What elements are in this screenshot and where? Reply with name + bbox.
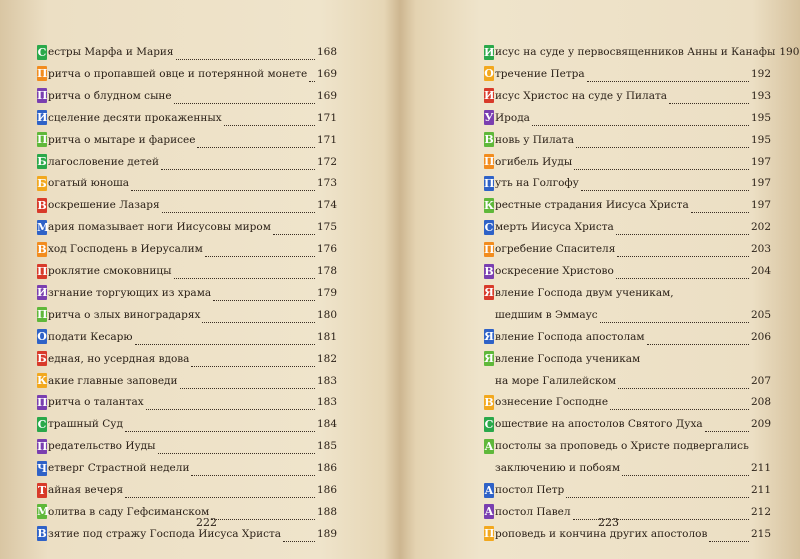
entry-page-number: 169 xyxy=(316,67,337,80)
leader-dots xyxy=(180,387,315,389)
toc-entry xyxy=(37,479,337,501)
entry-page-number: 182 xyxy=(316,352,337,365)
drop-cap: К xyxy=(484,198,495,212)
entry-title: мерть Иисуса Христа xyxy=(495,221,614,234)
entry-page-number: 172 xyxy=(316,155,337,168)
entry-page-number: 204 xyxy=(750,265,771,277)
leader-dots xyxy=(309,80,315,82)
toc-entry xyxy=(37,151,337,173)
toc-entry xyxy=(37,501,337,523)
entry-title: ход Господень в Иерусалим xyxy=(48,243,203,256)
toc-entry xyxy=(37,413,337,435)
toc-entry xyxy=(37,107,337,129)
toc-entry xyxy=(37,194,337,216)
leader-dots xyxy=(197,146,315,148)
entry-title: рестные страдания Иисуса Христа xyxy=(495,199,689,212)
toc-entry xyxy=(37,457,337,479)
entry-title: огатый юноша xyxy=(48,177,130,190)
entry-page-number: 174 xyxy=(316,199,337,212)
leader-dots xyxy=(574,168,749,170)
entry-title: ритча о пропавшей овце и потерянной монете xyxy=(48,67,308,80)
drop-cap: В xyxy=(37,242,47,256)
toc-entry xyxy=(37,282,337,304)
entry-page-number: 197 xyxy=(750,199,771,212)
drop-cap: П xyxy=(37,89,48,103)
entry-title: трашный Суд xyxy=(48,418,123,431)
leader-dots xyxy=(273,233,315,235)
toc-entry xyxy=(484,457,771,479)
drop-cap: К xyxy=(37,374,48,387)
leader-dots xyxy=(622,474,749,476)
toc-entry xyxy=(484,238,771,260)
drop-cap: П xyxy=(37,395,48,409)
drop-cap: В xyxy=(484,264,494,278)
leader-dots xyxy=(600,321,749,323)
entry-page-number: 211 xyxy=(750,462,771,475)
entry-title: роклятие смоковницы xyxy=(48,265,172,277)
entry-title: ошествие на апостолов Святого Духа xyxy=(495,418,703,431)
entry-page-number: 186 xyxy=(316,462,337,475)
entry-page-number: 195 xyxy=(750,111,771,124)
drop-cap: С xyxy=(37,417,47,431)
leader-dots xyxy=(618,387,749,389)
leader-dots xyxy=(581,189,749,191)
leader-dots xyxy=(191,474,315,476)
leader-dots xyxy=(709,540,749,542)
leader-dots xyxy=(283,540,315,542)
toc-entry xyxy=(37,129,337,151)
entry-page-number: 183 xyxy=(316,374,337,387)
toc-entry xyxy=(37,304,337,326)
entry-title: редательство Иуды xyxy=(48,440,156,453)
entry-page-number: 190 xyxy=(779,46,800,58)
entry-title: на море Галилейском xyxy=(495,374,617,387)
leader-dots xyxy=(202,321,315,323)
entry-page-number: 202 xyxy=(750,221,771,234)
entry-title: постол Петр xyxy=(495,484,565,496)
toc-entry xyxy=(484,326,771,348)
drop-cap: Я xyxy=(484,286,494,300)
drop-cap: П xyxy=(484,155,495,168)
drop-cap: Я xyxy=(484,352,494,366)
drop-cap: Б xyxy=(37,176,47,190)
entry-page-number: 203 xyxy=(750,243,771,256)
toc-entry xyxy=(484,151,771,173)
drop-cap: В xyxy=(37,198,47,212)
leader-dots xyxy=(705,430,749,432)
leader-dots xyxy=(610,408,749,410)
toc-entry xyxy=(37,260,337,282)
drop-cap: П xyxy=(37,264,48,278)
toc-entry xyxy=(484,216,771,238)
leader-dots xyxy=(617,255,749,257)
drop-cap: П xyxy=(484,176,495,190)
leader-dots xyxy=(691,211,749,213)
entry-title: постолы за проповедь о Христе подвергались xyxy=(495,440,749,453)
leader-dots xyxy=(647,343,749,345)
toc-entry xyxy=(484,85,771,107)
entry-page-number: 168 xyxy=(316,46,337,58)
entry-title: исус на суде у первосвященников Анны и Канафы xyxy=(495,46,776,58)
page-number-right: 223 xyxy=(598,516,619,529)
leader-dots xyxy=(532,124,749,126)
entry-page-number: 209 xyxy=(750,418,771,431)
drop-cap: П xyxy=(484,242,495,256)
leader-dots xyxy=(616,233,749,235)
drop-cap: С xyxy=(484,220,494,234)
leader-dots xyxy=(191,365,315,367)
page-number-left: 222 xyxy=(196,516,217,529)
leader-dots xyxy=(174,277,315,279)
entry-page-number: 183 xyxy=(316,396,337,409)
toc-entry xyxy=(37,216,337,238)
toc-entry xyxy=(37,348,337,370)
entry-page-number: 173 xyxy=(316,177,337,190)
drop-cap: Т xyxy=(37,483,47,497)
entry-title: ритча о талантах xyxy=(48,396,144,409)
entry-page-number: 215 xyxy=(750,527,771,540)
entry-title: ознесение Господне xyxy=(495,396,609,409)
leader-dots xyxy=(135,343,315,345)
entry-page-number: 186 xyxy=(316,484,337,496)
leader-dots xyxy=(174,102,315,104)
entry-page-number: 176 xyxy=(316,243,337,256)
toc-entry xyxy=(37,238,337,260)
toc-entry xyxy=(37,370,337,392)
entry-title: вление Господа ученикам xyxy=(495,352,641,365)
leader-dots xyxy=(158,452,315,454)
drop-cap: В xyxy=(484,395,494,409)
drop-cap: И xyxy=(484,89,495,103)
entry-page-number: 197 xyxy=(750,177,771,190)
entry-title: ритча о мытаре и фарисее xyxy=(48,133,196,146)
entry-title: зятие под стражу Господа Иисуса Христа xyxy=(48,527,282,540)
entry-title: етверг Страстной недели xyxy=(48,462,190,475)
entry-page-number: 178 xyxy=(316,265,337,277)
entry-title: айная вечеря xyxy=(48,484,124,496)
leader-dots xyxy=(213,299,315,301)
entry-page-number: 193 xyxy=(750,89,771,102)
leader-dots xyxy=(587,80,749,82)
leader-dots xyxy=(211,518,315,520)
leader-dots xyxy=(566,496,749,498)
entry-page-number: 197 xyxy=(750,155,771,168)
drop-cap: П xyxy=(37,308,48,322)
toc-entry xyxy=(37,435,337,457)
entry-title: новь у Пилата xyxy=(495,133,574,146)
entry-title: тречение Петра xyxy=(495,67,585,80)
entry-page-number: 208 xyxy=(750,396,771,409)
entry-page-number: 175 xyxy=(316,221,337,234)
entry-page-number: 169 xyxy=(316,89,337,102)
entry-title: лагословение детей xyxy=(48,155,159,168)
entry-title: постол Павел xyxy=(495,505,571,518)
toc-entry xyxy=(484,172,771,194)
entry-title: едная, но усердная вдова xyxy=(48,352,190,365)
entry-title: ария помазывает ноги Иисусовы миром xyxy=(48,221,271,234)
entry-title: ритча о блудном сыне xyxy=(48,89,172,102)
toc-entry xyxy=(484,260,771,282)
entry-title: олитва в саду Гефсиманском xyxy=(48,505,210,518)
entry-title: вление Господа двум ученикам, xyxy=(495,286,674,299)
entry-title: уть на Голгофу xyxy=(495,177,579,190)
leader-dots xyxy=(125,430,315,432)
toc-entry xyxy=(37,85,337,107)
entry-title: оскрешение Лазаря xyxy=(48,199,160,212)
leader-dots xyxy=(224,124,315,126)
drop-cap: Б xyxy=(37,155,47,168)
leader-dots xyxy=(573,518,749,520)
leader-dots xyxy=(131,189,315,191)
drop-cap: А xyxy=(484,439,494,453)
leader-dots xyxy=(576,146,749,148)
drop-cap: П xyxy=(37,133,48,147)
toc-entry xyxy=(484,435,771,457)
toc-entry xyxy=(37,172,337,194)
drop-cap: М xyxy=(37,505,50,519)
entry-page-number: 205 xyxy=(750,308,771,321)
drop-cap: А xyxy=(484,505,494,519)
toc-entry xyxy=(37,63,337,85)
drop-cap: В xyxy=(37,527,47,541)
entry-title: згнание торгующих из храма xyxy=(48,286,212,299)
entry-title: Ирода xyxy=(495,111,530,124)
entry-page-number: 171 xyxy=(316,133,337,146)
drop-cap: С xyxy=(484,417,494,431)
toc-entry xyxy=(484,413,771,435)
entry-title: оскресение Христово xyxy=(495,265,614,277)
entry-page-number: 179 xyxy=(316,286,337,299)
entry-page-number: 171 xyxy=(316,111,337,124)
drop-cap: С xyxy=(37,45,47,59)
drop-cap: М xyxy=(37,220,50,234)
leader-dots xyxy=(205,255,315,257)
toc-entry xyxy=(484,370,771,392)
entry-title: ритча о злых виноградарях xyxy=(48,308,201,321)
drop-cap: Ч xyxy=(37,461,48,475)
drop-cap: Б xyxy=(37,352,47,366)
leader-dots xyxy=(176,58,315,60)
entry-page-number: 185 xyxy=(316,440,337,453)
toc-entry xyxy=(484,129,771,151)
toc-entry xyxy=(484,348,771,370)
toc-entry xyxy=(484,282,771,304)
entry-title: сцеление десяти прокаженных xyxy=(48,111,222,124)
toc-entry xyxy=(484,194,771,216)
toc-entry xyxy=(484,479,771,501)
drop-cap: П xyxy=(37,67,48,81)
entry-page-number: 180 xyxy=(316,308,337,321)
toc-entry xyxy=(37,41,337,63)
drop-cap: А xyxy=(484,483,494,497)
toc-entry xyxy=(37,326,337,348)
toc-entry xyxy=(484,107,771,129)
drop-cap: О xyxy=(484,67,494,81)
drop-cap: П xyxy=(37,439,48,453)
toc-entry xyxy=(37,391,337,413)
drop-cap: И xyxy=(484,45,495,59)
leader-dots xyxy=(616,277,749,279)
leader-dots xyxy=(162,211,315,213)
entry-page-number: 211 xyxy=(750,484,771,496)
entry-title: огребение Спасителя xyxy=(495,243,616,256)
toc-entry xyxy=(484,391,771,413)
entry-title: исус Христос на суде у Пилата xyxy=(495,89,668,102)
drop-cap: У xyxy=(484,111,494,125)
entry-title: шедшим в Эммаус xyxy=(495,308,598,321)
toc-entry xyxy=(37,523,337,545)
entry-title: огибель Иуды xyxy=(495,155,573,168)
entry-page-number: 184 xyxy=(316,418,337,431)
entry-title: акие главные заповеди xyxy=(48,374,178,387)
leader-dots xyxy=(146,408,315,410)
entry-page-number: 206 xyxy=(750,330,771,343)
toc-entry xyxy=(484,41,800,63)
toc-entry xyxy=(484,304,771,326)
entry-page-number: 207 xyxy=(750,374,771,387)
drop-cap: И xyxy=(37,286,48,300)
entry-title: подати Кесарю xyxy=(48,330,133,343)
entry-title: заключению и побоям xyxy=(495,462,621,475)
leader-dots xyxy=(669,102,749,104)
entry-page-number: 192 xyxy=(750,67,771,80)
drop-cap: О xyxy=(37,330,47,344)
toc-entry xyxy=(484,501,771,523)
drop-cap: В xyxy=(484,133,494,147)
entry-page-number: 212 xyxy=(750,505,771,518)
entry-page-number: 188 xyxy=(316,505,337,518)
entry-title: роповедь и кончина других апостолов xyxy=(495,527,708,540)
drop-cap: Я xyxy=(484,330,494,344)
drop-cap: П xyxy=(484,527,495,541)
drop-cap: И xyxy=(37,111,48,125)
entry-title: естры Марфа и Мария xyxy=(48,46,174,58)
leader-dots xyxy=(125,496,315,498)
entry-page-number: 189 xyxy=(316,527,337,540)
entry-page-number: 195 xyxy=(750,133,771,146)
leader-dots xyxy=(161,168,315,170)
entry-title: вление Господа апостолам xyxy=(495,330,645,343)
toc-entry xyxy=(484,63,771,85)
toc-entry xyxy=(484,523,771,545)
entry-page-number: 181 xyxy=(316,330,337,343)
